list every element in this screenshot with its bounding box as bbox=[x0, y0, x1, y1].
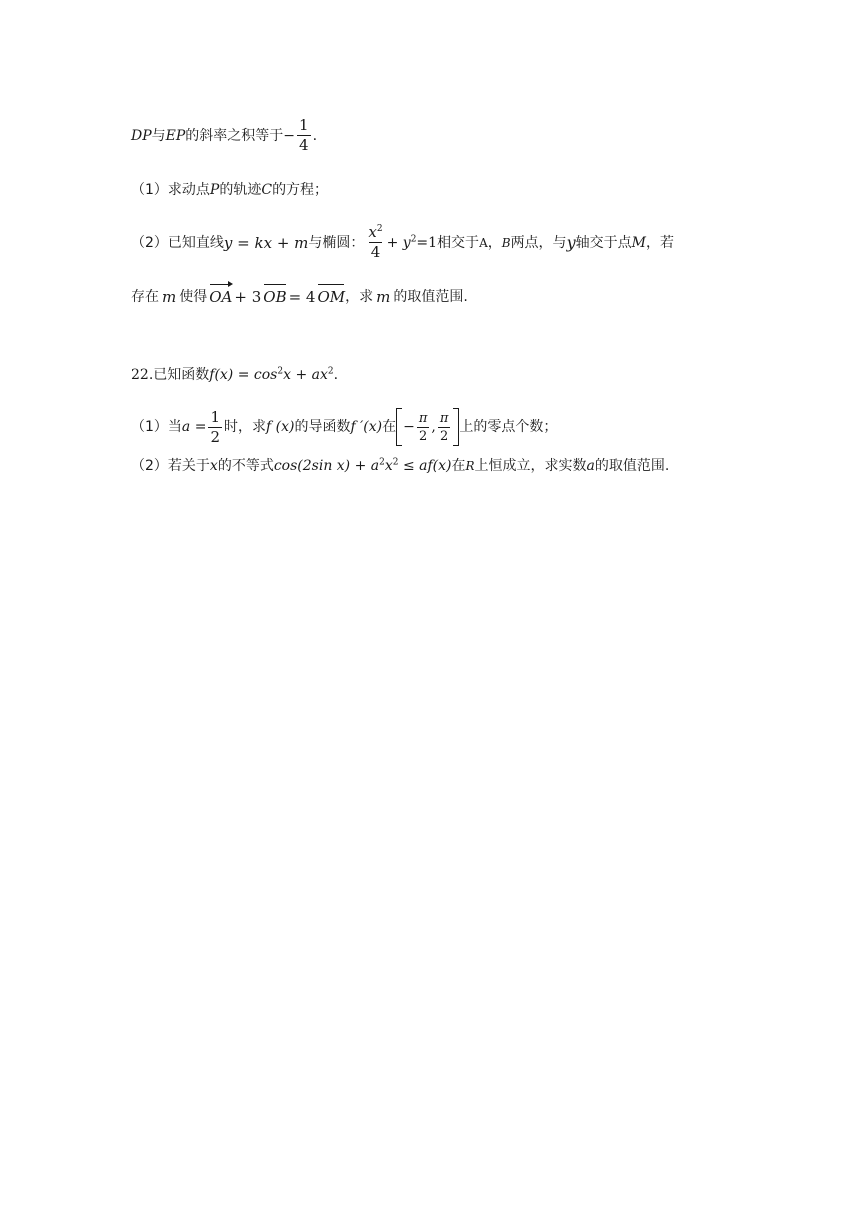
frac-den: 4 bbox=[299, 136, 309, 154]
f-of-x: f (x) bbox=[266, 419, 295, 435]
text: 与椭圆： bbox=[308, 234, 365, 251]
text: 在 bbox=[451, 458, 466, 474]
line-equation: y = kx + m bbox=[223, 233, 309, 252]
text: 相交于 bbox=[437, 234, 480, 251]
inequality: cos(2sin $x) + a^2x^2 \le af(x)$ bbox=[273, 457, 452, 474]
text-slope-product: 的斜率之积等于 bbox=[185, 127, 284, 144]
text: 的取值范围. bbox=[594, 458, 670, 474]
text: 的导函数 bbox=[294, 419, 351, 435]
dp-label: DP bbox=[131, 127, 152, 144]
q21-part2 bbox=[131, 225, 674, 260]
frac-den: 2 bbox=[418, 428, 428, 444]
text: 使得 bbox=[179, 289, 208, 305]
neg-sign: − bbox=[283, 127, 296, 144]
var-a: a bbox=[586, 458, 595, 474]
point-b: B bbox=[501, 235, 511, 250]
text: 时，求 bbox=[224, 419, 266, 435]
q22-heading bbox=[131, 365, 338, 385]
function-def: $f(x) = \cos^2x + ax^2$. bbox=[209, 366, 339, 383]
var-x: x bbox=[209, 458, 218, 474]
comma: ， bbox=[487, 234, 502, 251]
q21-continuation bbox=[131, 118, 317, 153]
text: 当 bbox=[167, 419, 182, 435]
part-label: （1） bbox=[131, 419, 168, 435]
frac-num: π bbox=[439, 410, 449, 426]
var-m: m bbox=[376, 288, 391, 306]
q22-part1 bbox=[131, 408, 557, 446]
comma: , bbox=[431, 419, 436, 435]
left-bracket bbox=[396, 408, 402, 446]
vector-om: OM bbox=[317, 288, 346, 306]
vector-oa: OA bbox=[209, 288, 233, 306]
text: ，求 bbox=[345, 289, 374, 305]
set-r: R bbox=[465, 459, 475, 473]
frac-den: 4 bbox=[370, 243, 381, 261]
part-label: （1） bbox=[131, 182, 168, 198]
text: 的不等式 bbox=[217, 458, 274, 474]
text: 已知直线 bbox=[167, 234, 224, 251]
text: ，若 bbox=[645, 234, 674, 251]
frac-num: 1 bbox=[210, 407, 220, 426]
f-prime-of-x: f ′(x) bbox=[350, 419, 383, 435]
ep-label: EP bbox=[165, 127, 186, 144]
y-axis-var: y bbox=[566, 232, 576, 252]
fraction-one-half bbox=[208, 407, 222, 446]
text: 在 bbox=[382, 419, 397, 435]
q21-part2-cont bbox=[131, 287, 468, 307]
period: . bbox=[312, 127, 318, 144]
text: 轴交于点 bbox=[575, 234, 632, 251]
part-label: （2） bbox=[131, 234, 168, 251]
text: 上的零点个数； bbox=[459, 419, 558, 435]
neg-sign: − bbox=[403, 419, 415, 435]
frac-den: 2 bbox=[210, 427, 220, 446]
text: 若关于 bbox=[167, 458, 210, 474]
interval-bracket bbox=[396, 408, 459, 446]
curve-c: C bbox=[261, 182, 273, 198]
text-yu: 与 bbox=[151, 127, 166, 144]
text: 上恒成立，求实数 bbox=[474, 458, 587, 474]
vector-ob: OB bbox=[263, 288, 287, 306]
equals-four: = 4 bbox=[288, 288, 316, 306]
point-p: P bbox=[209, 182, 220, 198]
frac-num: π bbox=[418, 410, 428, 426]
var-m: m bbox=[162, 288, 177, 306]
plus-y2: + $y^2$ bbox=[386, 233, 417, 251]
frac-den: 2 bbox=[439, 428, 449, 444]
q22-part2 bbox=[131, 456, 669, 476]
text: 已知函数 bbox=[153, 367, 210, 383]
fraction-neg-pi-half bbox=[417, 412, 430, 443]
text: 的取值范围. bbox=[393, 289, 468, 305]
fraction-one-quarter bbox=[297, 118, 311, 153]
a-equals: a = bbox=[181, 419, 207, 435]
text: 两点，与 bbox=[510, 234, 567, 251]
q21-part1 bbox=[131, 180, 328, 200]
part-label: （2） bbox=[131, 458, 168, 474]
question-number: 22. bbox=[131, 367, 154, 383]
equals-one: =1 bbox=[416, 234, 438, 251]
frac-num: 1 bbox=[299, 116, 309, 134]
point-m: M bbox=[631, 234, 646, 251]
frac-num: $x^2$ bbox=[368, 223, 383, 241]
text: 的方程； bbox=[272, 182, 329, 198]
point-a: A bbox=[479, 235, 488, 250]
text: 的轨迹 bbox=[219, 182, 262, 198]
fraction-x2-over-4 bbox=[366, 225, 384, 260]
fraction-pi-half bbox=[438, 412, 451, 443]
text: 求动点 bbox=[167, 182, 210, 198]
plus-three: + 3 bbox=[234, 288, 262, 306]
text: 存在 bbox=[131, 289, 159, 305]
